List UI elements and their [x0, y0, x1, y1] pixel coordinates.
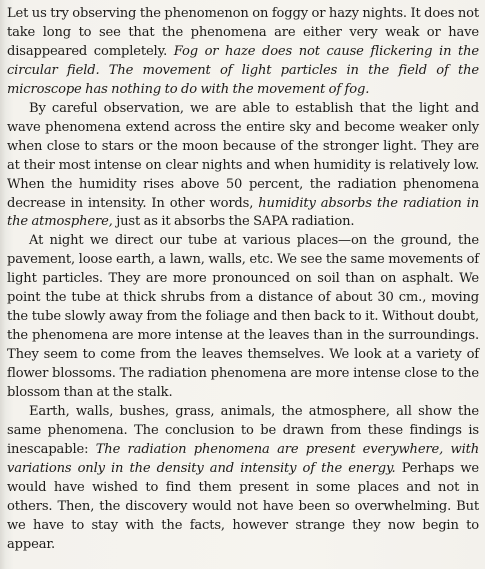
paragraph-4: [7, 403, 479, 555]
paragraph-2-run-1: By careful observation, we are able to establish that the light and wave phenomena extend across the entire sky and become weaker only when close to stars or the moon because of the stronger light. They are at their most intense on clear nights and when humidity is relatively low. When the humidity rises above 50 percent, the radiation phenomena decrease in intensity. In other words,: [7, 100, 479, 211]
paragraph-4-run-1: Earth, walls, bushes, grass, animals, the atmosphere, all show the same phenomena. The conclusion to be drawn from these findings is inescapable:: [7, 404, 479, 457]
paragraph-1: [7, 5, 479, 100]
paragraph-1-run-1: Let us try observing the phenomenon on foggy or hazy nights. It does not take long to see that the phenomena are either very weak or have disappeared completely.: [7, 6, 479, 59]
body-text: [7, 5, 479, 555]
paragraph-4-run-3: Perhaps we would have wished to find them present in some places and not in others. Then, the discovery would not have been so overwhelming. But we have to stay with the facts, however strange they now begin to appear.: [7, 460, 480, 552]
paragraph-2-run-2-italic: humidity absorbs the radiation in the atmosphere,: [7, 195, 479, 230]
paragraph-4-run-2-italic: The radiation phenomena are present everywhere, with variations only in the density and intensity of the energy.: [7, 441, 479, 476]
paragraph-3: [7, 232, 479, 403]
paragraph-2: [7, 100, 479, 233]
paragraph-2-run-3: just as it absorbs the SAPA radiation.: [112, 214, 355, 230]
paragraph-1-run-2-italic: Fog or haze does not cause flickering in the circular field. The movement of light particles in the field of the microscope has nothing to do with the movement of fog.: [7, 43, 480, 97]
paragraph-3-run-1: At night we direct our tube at various places—on the ground, the pavement, loose earth, a lawn, walls, etc. We see the same movements of light particles. They are more pronounced on soil than on asphalt. We point the tube at thick shrubs from a distance of about 30 cm., moving the tube slowly away from the foliage and then back to it. Without doubt, the phenomena are more intense at the leaves than in the surroundings. They seem to come from the leaves themselves. We look at a variety of flower blossoms. The radiation phenomena are more intense close to the blossom than at the stalk.: [7, 233, 479, 401]
